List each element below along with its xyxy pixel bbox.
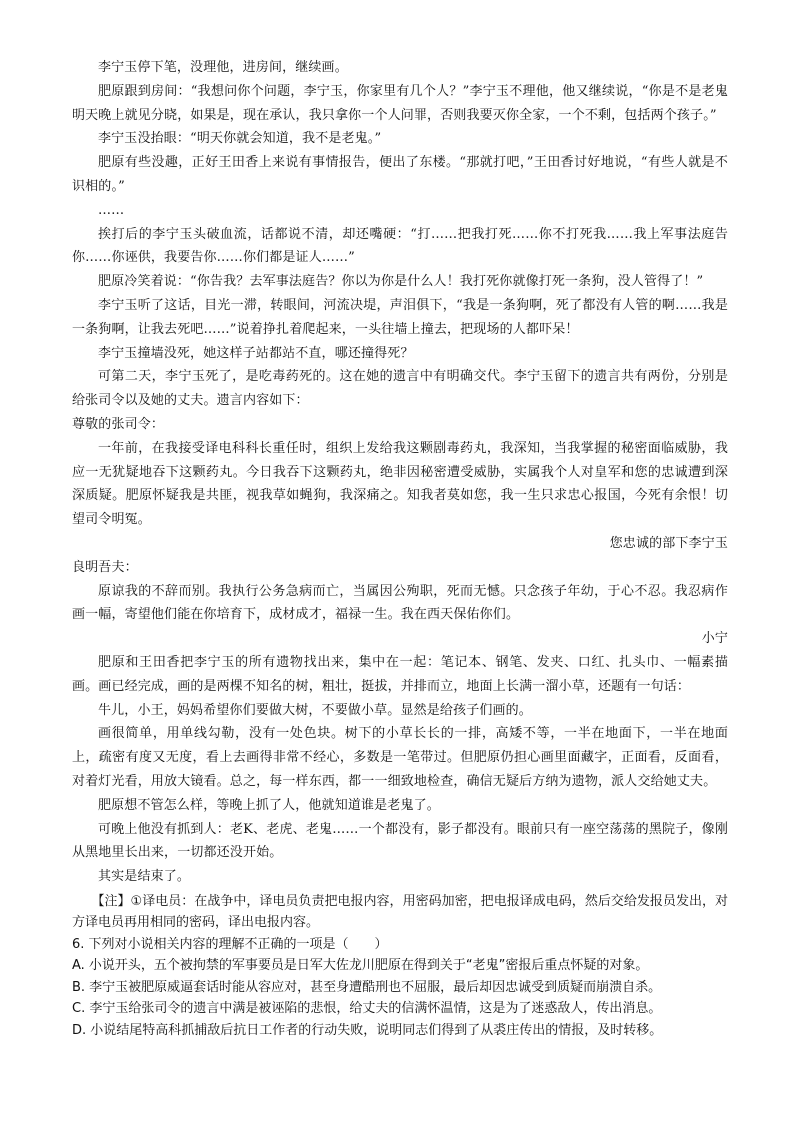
paragraph: 肥原冷笑着说：“你告我？去军事法庭告？你以为你是什么人！我打死你就像打死一条狗，没人管得了！” xyxy=(98,274,704,290)
paragraph: 肥原有些没趣，正好王田香上来说有事情报告，便出了东楼。“那就打吧，”王田香讨好地说，“有些人就是不识相的。” xyxy=(72,155,728,194)
letter-body: 原谅我的不辞而别。我执行公务急病而亡，当属因公殉职，死而无憾。只念孩子年幼，于心不忍。我忍病作画一幅，寄望他们能在你培育下，成材成才，福禄一生。我在西天保佑你们。 xyxy=(72,583,728,623)
paragraph: 可晚上他没有抓到人：老K、老虎、老鬼……一个都没有，影子都没有。眼前只有一座空荡荡的黑院子，像刚从黑地里长出来，一切都还没开始。 xyxy=(72,821,728,861)
option-c: C. 李宁玉给张司令的遗言中满是被诬陷的悲恨，给丈夫的信满怀温情，这是为了迷惑敌人，传出消息。 xyxy=(72,1001,662,1017)
paragraph: 肥原想不管怎么样，等晚上抓了人，他就知道谁是老鬼了。 xyxy=(98,797,440,813)
letter-body: 一年前，在我接受译电科科长重任时，组织上发给我这颗剧毒药丸，我深知，当我掌握的秘密面临威胁，我应一无犹疑地吞下这颗药丸。今日我吞下这颗药丸，绝非因秘密遭受威胁，实属我个人对皇军和您的忠诚遭到深深质疑。肥原怀疑我是共匪，视我草如蝇狗，我深痛之。知我者莫如您，我一生只求忠心报国，今死有余恨！切望司令明冤。 xyxy=(72,440,728,528)
story-text xyxy=(72,56,728,889)
letter-salutation: 尊敬的张司令： xyxy=(72,416,165,432)
letter-signature: 小宁 xyxy=(701,631,728,647)
paragraph: 可第二天，李宁玉死了，是吃毒药死的。这在她的遗言中有明确交代。李宁玉留下的遗言共有两份，分别是给张司令以及她的丈夫。遗言内容如下： xyxy=(72,369,728,409)
option-d: D. 小说结尾特高科抓捕敌后抗日工作者的行动失败，说明同志们得到了从裘庄传出的情报，及时转移。 xyxy=(72,1022,663,1038)
paragraph: 画很简单，用单线勾勒，没有一处色块。树下的小草长长的一排，高矮不等，一半在地面下，一半在地面上，疏密有度又无度，看上去画得非常不经心，多数是一笔带过。但肥原仍担心画里面藏字，正面看，反面看，对着灯光看，用放大镜看。总之，每一样东西，都一一细致地检查，确信无疑后方纳为遗物，派人交给她丈夫。 xyxy=(72,726,728,789)
option-b: B. 李宁玉被肥原威逼套话时能从容应对，甚至身遭酷刑也不屈服，最后却因忠诚受到质疑而崩溃自杀。 xyxy=(72,979,662,995)
paragraph: 李宁玉撞墙没死，她这样子站都站不直，哪还撞得死？ xyxy=(98,345,414,361)
letter-salutation: 良明吾夫： xyxy=(72,559,138,575)
paragraph: 挨打后的李宁玉头破血流，话都说不清，却还嘴硬：“打……把我打死……你不打死我……我上军事法庭告你……你诬供，我要告你……你们都是证人……” xyxy=(72,226,728,266)
paragraph: 李宁玉停下笔，没理他，进房间，继续画。 xyxy=(98,60,348,75)
paragraph: 李宁玉听了这话，目光一滞，转眼间，河流决堤，声泪俱下，“我是一条狗啊，死了都没有人管的啊……我是一条狗啊，让我去死吧……”说着挣扎着爬起来，一头往墙上撞去，把现场的人都吓呆！ xyxy=(72,297,728,337)
question-6 xyxy=(72,934,728,1042)
footnote xyxy=(72,891,728,934)
paragraph: 李宁玉没抬眼：“明天你就会知道，我不是老鬼。” xyxy=(98,131,382,147)
paragraph: 其实是结束了。 xyxy=(98,869,191,885)
paragraph: 肥原跟到房间：“我想问你个问题，李宁玉，你家里有几个人？”李宁玉不理他，他又继续说，“你是不是老鬼明天晚上就见分晓，如果是，现在承认，我只拿你一个人问罪，否则我要灭你全家，一个不剩，包括两个孩子。” xyxy=(72,83,728,123)
paragraph: 肥原和王田香把李宁玉的所有遗物找出来，集中在一起：笔记本、钢笔、发夹、口红、扎头巾、一幅素描画。画已经完成，画的是两棵不知名的树，粗壮，挺拔，并排而立，地面上长满一溜小草，还题有一句话： xyxy=(72,654,728,694)
option-a: A. 小说开头，五个被拘禁的军事要员是日军大佐龙川肥原在得到关于“老鬼”密报后重点怀疑的对象。 xyxy=(72,958,649,974)
paragraph: 牛儿，小王，妈妈希望你们要做大树，不要做小草。显然是给孩子们画的。 xyxy=(98,702,532,718)
ellipsis-line: …… xyxy=(98,202,125,218)
question-stem: 6. 下列对小说相关内容的理解不正确的一项是（ ） xyxy=(72,936,388,952)
letter-signature: 您忠诚的部下李宁玉 xyxy=(609,535,728,551)
footnote-text: 【注】①译电员：在战争中，译电员负责把电报内容，用密码加密，把电报译成电码，然后交给发报员发出，对方译电员再用相同的密码，译出电报内容。 xyxy=(72,893,728,931)
